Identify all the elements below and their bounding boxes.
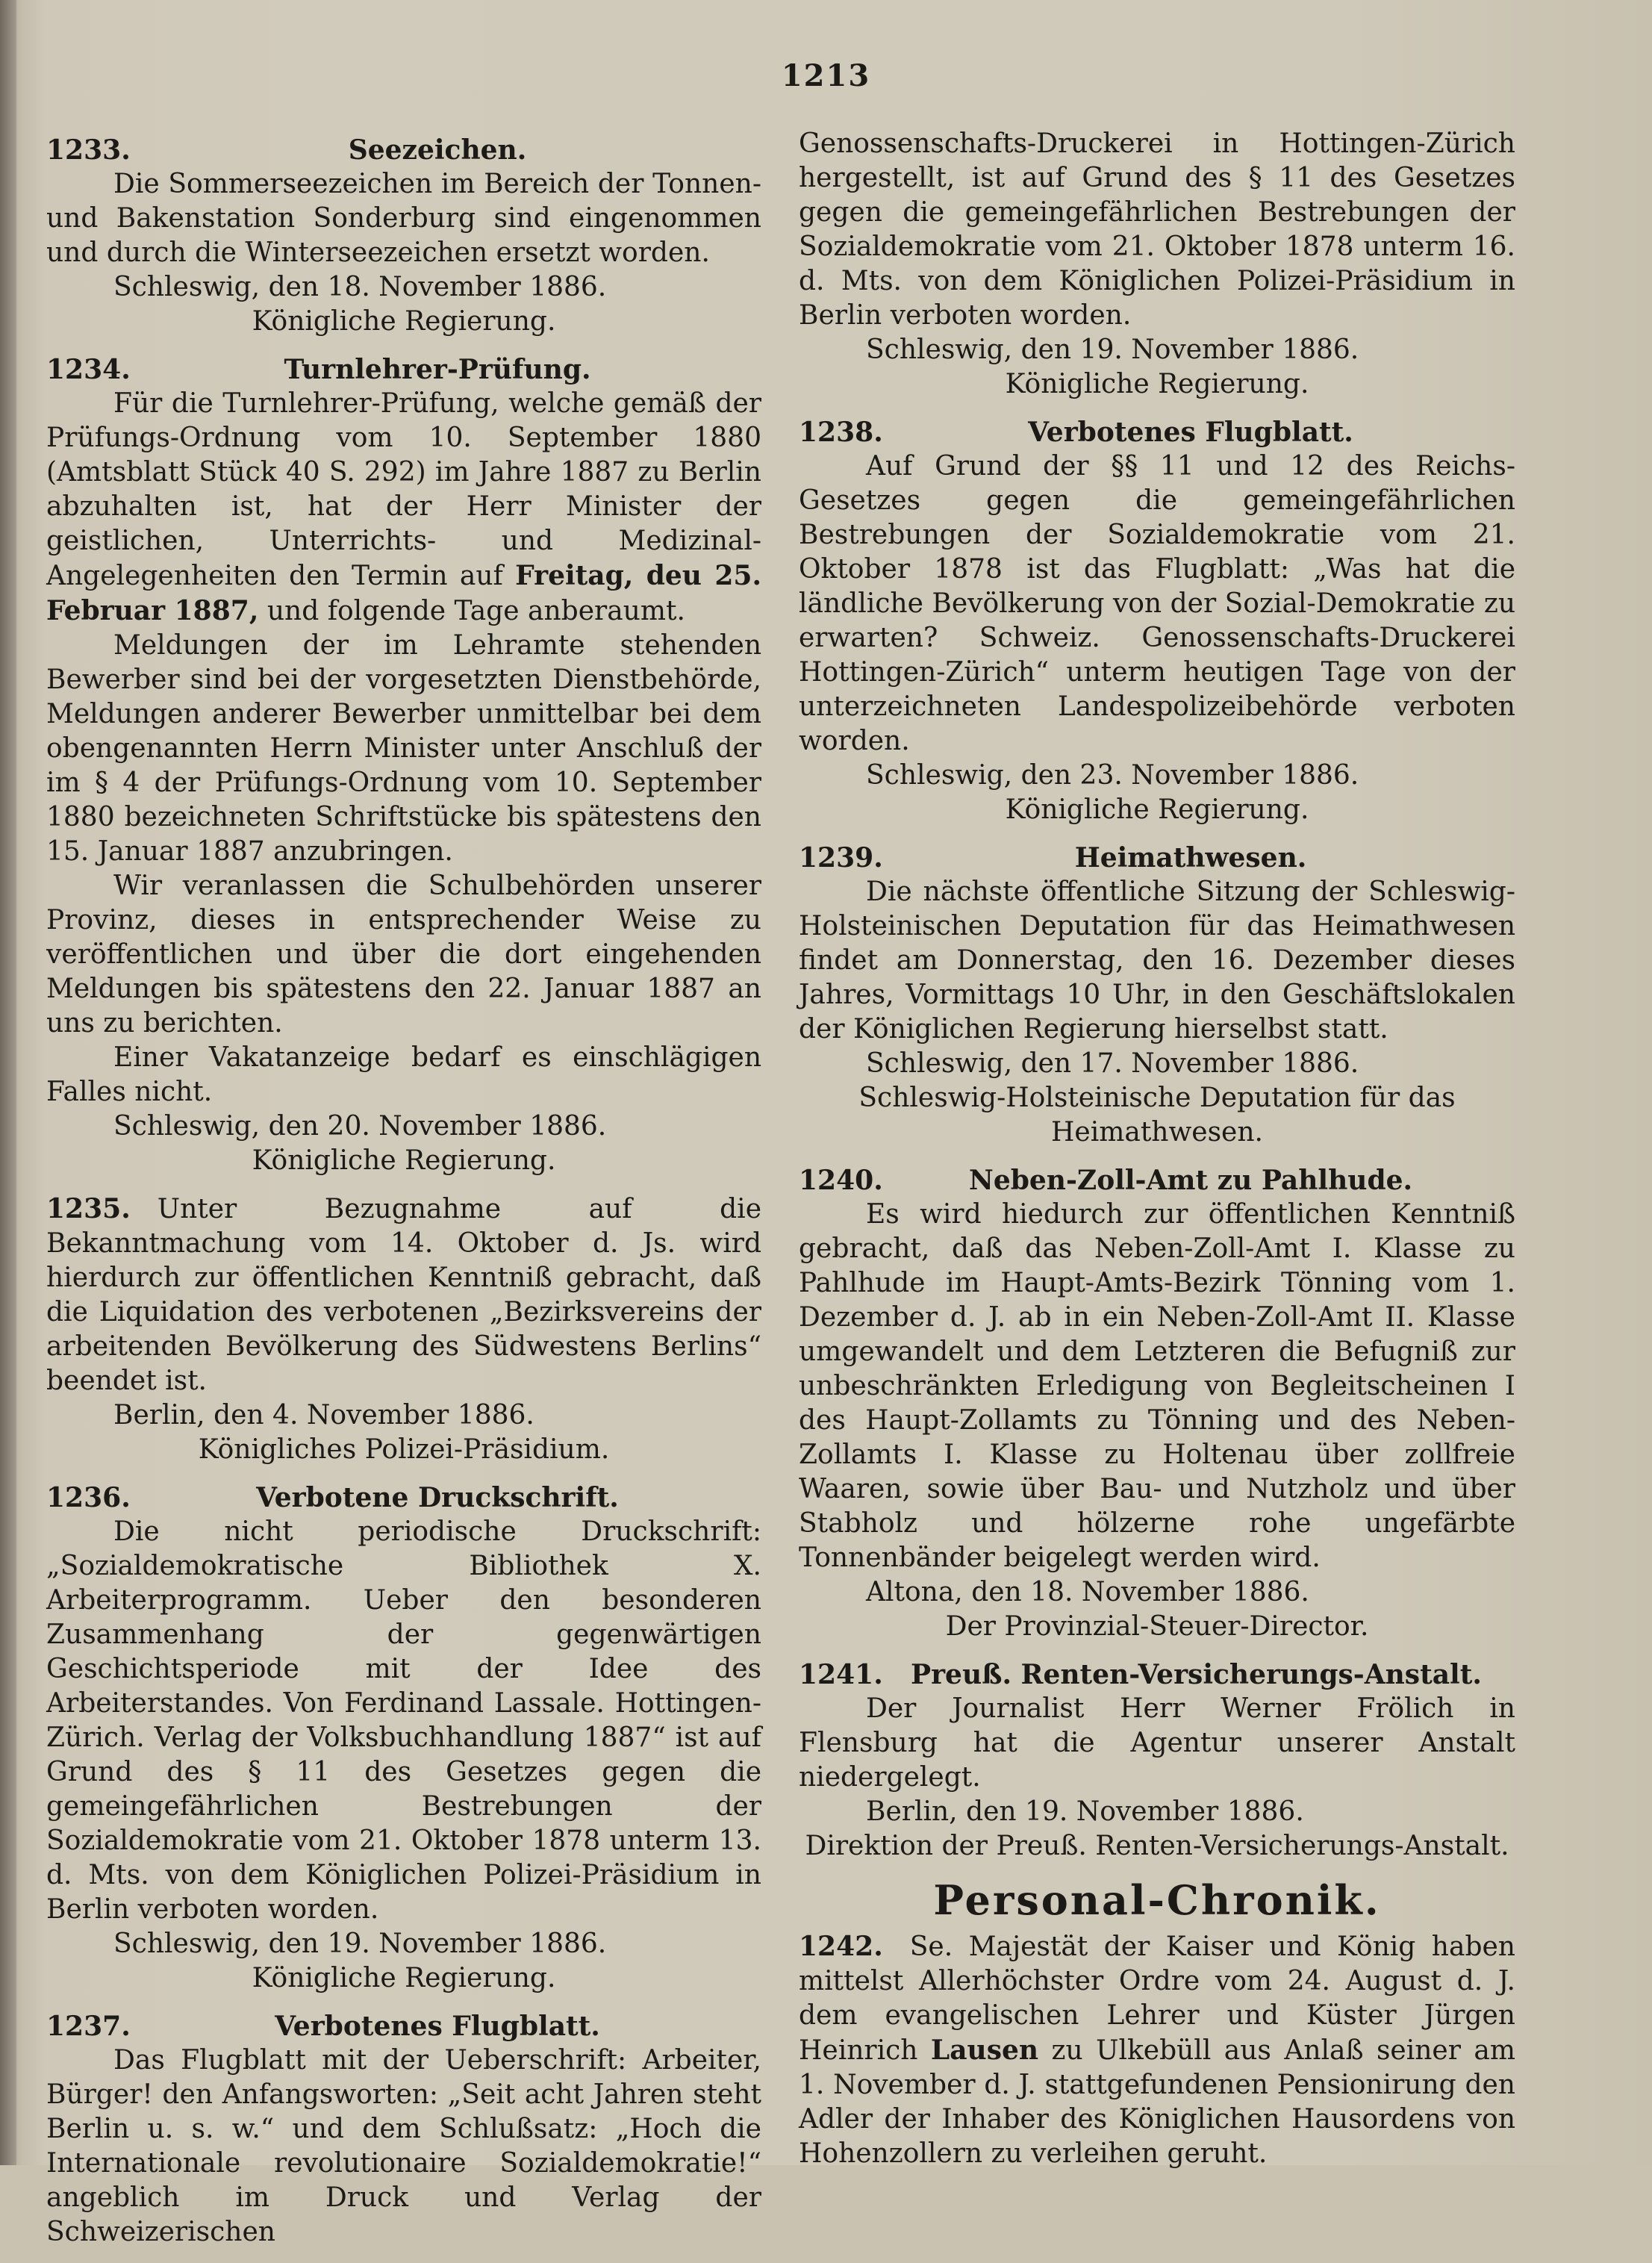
entry-text: zu Ulkebüll aus Anlaß seiner am 1. November d. J. stattgefundenen Pensionirung den Adler der Inhaber des Königlichen Hausordens von Hohenzollern zu verleihen geruht. (799, 2035, 1515, 2169)
entry-date-emphasis: Freitag, deu 25. Februar 1887, (46, 560, 761, 626)
entry-paragraph: Einer Vakatanzeige bedarf es einschlägigen Falles nicht. (46, 1042, 761, 1107)
entry-body: Das Flugblatt mit der Ueberschrift: Arbeiter, Bürger! den Anfangsworten: „Seit acht Jahren steht Berlin u. s. w.“ und dem Schlußsatz: „Hoch die Internationale revolutionaire Sozialdemokratie!“ angeblich im Druck und Verlag der Schweizerischen (46, 2045, 761, 2247)
entry-1233 (46, 133, 761, 339)
entry-header (799, 415, 1515, 449)
left-column (46, 133, 761, 2263)
right-column (799, 127, 1515, 2185)
entry-number: 1233. (46, 134, 131, 166)
entry-title: Seezeichen. (348, 134, 527, 166)
entry-authority: Königliches Polizei-Präsidium. (198, 1434, 610, 1465)
entry-header (799, 1657, 1515, 1692)
entry-header (46, 2009, 761, 2043)
entry-paragraph (799, 1929, 1515, 2171)
entry-body: Die Sommerseezeichen im Bereich der Tonnen- und Bakenstation Sonderburg sind eingenommen und durch die Winterseezeichen ersetzt worden. (46, 169, 761, 268)
entry-title: Heimathwesen. (1074, 842, 1307, 874)
entry-authority: Schleswig-Holsteinische Deputation für das (858, 1083, 1456, 1113)
entry-place-date: Schleswig, den 19. November 1886. (866, 334, 1359, 365)
entry-number: 1236. (46, 1482, 131, 1513)
entry-authority: Königliche Regierung. (252, 1963, 556, 1993)
entry-place-date: Schleswig, den 17. November 1886. (866, 1048, 1359, 1079)
entry-number: 1242. (799, 1931, 883, 1962)
entry-body: Die nächste öffentliche Sitzung der Schleswig-Holsteinischen Deputation für das Heimathwesen findet am Donnerstag, den 16. Dezember dieses Jahres, Vormittags 10 Uhr, in den Geschäftslokalen der Königlichen Regierung hierselbst statt. (799, 877, 1515, 1045)
entry-header (799, 841, 1515, 875)
entry-authority: Königliche Regierung. (252, 306, 556, 337)
entry-place-date: Berlin, den 4. November 1886. (113, 1400, 534, 1431)
entry-number: 1240. (799, 1165, 883, 1196)
entry-1241 (799, 1657, 1515, 1864)
entry-body: Genossenschafts-Druckerei in Hottingen-Zürich hergestellt, ist auf Grund des § 11 des Gesetzes gegen die gemeingefährlichen Bestrebungen der Sozialdemokratie vom 21. Oktober 1878 unterm 16. d. Mts. von dem Königlichen Polizei-Präsidium in Berlin verboten worden. (799, 128, 1515, 331)
entry-authority: Königliche Regierung. (1005, 369, 1309, 399)
entry-body: Es wird hiedurch zur öffentlichen Kenntniß gebracht, daß das Neben-Zoll-Amt I. Klasse zu Pahlhude im Haupt-Amts-Bezirk Tönning vom 1. Dezember d. J. ab in ein Neben-Zoll-Amt II. Klasse umgewandelt und dem Letzteren die Befugniß zur unbeschränkten Erledigung von Begleitscheinen I des Haupt-Zollamts zu Tönning und des Neben-Zollamts I. Klasse zu Holtenau über zollfreie Waaren, sowie über Bau- und Nutzholz und über Stabholz und hölzerne rohe ungefärbte Tonnenbänder beigelegt werden wird. (799, 1199, 1515, 1573)
entry-place-date: Berlin, den 19. November 1886. (866, 1796, 1304, 1827)
entry-authority: Der Provinzial-Steuer-Director. (945, 1611, 1369, 1642)
entry-header (46, 352, 761, 387)
entry-text: Se. Majestät der Kaiser und König haben mittelst Allerhöchster Ordre vom 24. August d. J. dem evangelischen Lehrer und Küster Jürgen Heinrich (799, 1932, 1515, 2066)
entry-authority: Direktion der Preuß. Renten-Versicherungs-Anstalt. (805, 1831, 1509, 1861)
entry-place-date: Schleswig, den 19. November 1886. (113, 1929, 607, 1959)
entry-paragraph (46, 1192, 761, 1398)
entry-header (46, 1481, 761, 1515)
page-binding-shadow (0, 0, 16, 2165)
entry-body: Die nicht periodische Druckschrift: „Sozialdemokratische Bibliothek X. Arbeiterprogramm. Ueber den besonderen Zusammenhang der gegenwärtigen Geschichtsperiode mit der Idee des Arbeiterstandes. Von Ferdinand Lassale. Hottingen-Zürich. Verlag der Volksbuchhandlung 1887“ ist auf Grund des § 11 des Gesetzes gegen die gemeingefährlichen Bestrebungen der Sozialdemokratie vom 21. Oktober 1878 unterm 13. d. Mts. von dem Königlichen Polizei-Präsidium in Berlin verboten worden. (46, 1516, 761, 1925)
entry-1235 (46, 1192, 761, 1467)
entry-1234 (46, 352, 761, 1178)
entry-body: Der Journalist Herr Werner Frölich in Flensburg hat die Agentur unserer Anstalt niedergelegt. (799, 1693, 1515, 1793)
entry-title: Neben-Zoll-Amt zu Pahlhude. (968, 1165, 1413, 1196)
section-heading-personal-chronik: Personal-Chronik. (933, 1876, 1381, 1924)
entry-place-date: Schleswig, den 20. November 1886. (113, 1111, 607, 1142)
entry-1238 (799, 415, 1515, 827)
entry-authority: Königliche Regierung. (252, 1145, 556, 1176)
entry-title: Turnlehrer-Prüfung. (284, 354, 591, 385)
entry-1236 (46, 1481, 761, 1996)
entry-place-date: Schleswig, den 23. November 1886. (866, 760, 1359, 791)
page-number: 1213 (781, 58, 871, 93)
entry-place-date: Altona, den 18. November 1886. (866, 1577, 1309, 1607)
entry-number: 1239. (799, 842, 883, 874)
entry-header (799, 1163, 1515, 1198)
entry-number: 1238. (799, 417, 883, 448)
entry-header (46, 133, 761, 167)
entry-1240 (799, 1163, 1515, 1644)
entry-1237-continued (799, 127, 1515, 402)
entry-place-date: Schleswig, den 18. November 1886. (113, 272, 607, 302)
entry-number: 1234. (46, 354, 131, 385)
entry-1242 (799, 1929, 1515, 2171)
entry-authority: Königliche Regierung. (1005, 794, 1309, 825)
entry-body: Auf Grund der §§ 11 und 12 des Reichs-Gesetzes gegen die gemeingefährlichen Bestrebungen der Sozialdemokratie vom 21. Oktober 1878 ist das Flugblatt: „Was hat die ländliche Bevölkerung von der Sozial-Demokratie zu erwarten? Schweiz. Genossenschafts-Druckerei Hottingen-Zürich“ unterm heutigen Tage von der unterzeichneten Landespolizeibehörde verboten worden. (799, 451, 1515, 756)
entry-number: 1235. (46, 1193, 131, 1224)
entry-paragraph: Meldungen der im Lehramte stehenden Bewerber sind bei der vorgesetzten Dienstbehörde, Meldungen anderer Bewerber unmittelbar bei dem obengenannten Herrn Minister unter Anschluß der im § 4 der Prüfungs-Ordnung vom 10. September 1880 bezeichneten Schriftstücke bis spätestens den 15. Januar 1887 anzubringen. (46, 630, 761, 867)
entry-number: 1237. (46, 2011, 131, 2042)
entry-number: 1241. (799, 1659, 883, 1690)
entry-title: Verbotenes Flugblatt. (275, 2011, 600, 2042)
entry-title: Preuß. Renten-Versicherungs-Anstalt. (911, 1659, 1482, 1690)
entry-paragraph (46, 387, 761, 629)
entry-name-emphasis: Lausen (930, 2035, 1039, 2066)
entry-1237 (46, 2009, 761, 2250)
entry-paragraph: Wir veranlassen die Schulbehörden unserer Provinz, dieses in entsprechender Weise zu veröffentlichen und über die dort eingehenden Meldungen bis spätestens den 22. Januar 1887 an uns zu berichten. (46, 871, 761, 1039)
entry-text: Für die Turnlehrer-Prüfung, welche gemäß der Prüfungs-Ordnung vom 10. September 1880 (Amtsblatt Stück 40 S. 292) im Jahre 1887 zu Berlin abzuhalten ist, hat der Herr Minister der geistlichen, Unterrichts- und Medizinal-Angelegenheiten den Termin auf (46, 388, 761, 591)
entry-text: und folgende Tage anberaumt. (266, 596, 685, 626)
entry-text: Unter Bezugnahme auf die Bekanntmachung vom 14. Oktober d. Js. wird hierdurch zur öffentlichen Kenntniß gebracht, daß die Liquidation des verbotenen „Bezirksvereins der arbeitenden Bevölkerung des Südwestens Berlins“ beendet ist. (46, 1194, 761, 1396)
entry-title: Verbotene Druckschrift. (256, 1482, 619, 1513)
entry-authority: Heimathwesen. (1051, 1117, 1263, 1148)
entry-1239 (799, 841, 1515, 1150)
entry-title: Verbotenes Flugblatt. (1028, 417, 1353, 448)
